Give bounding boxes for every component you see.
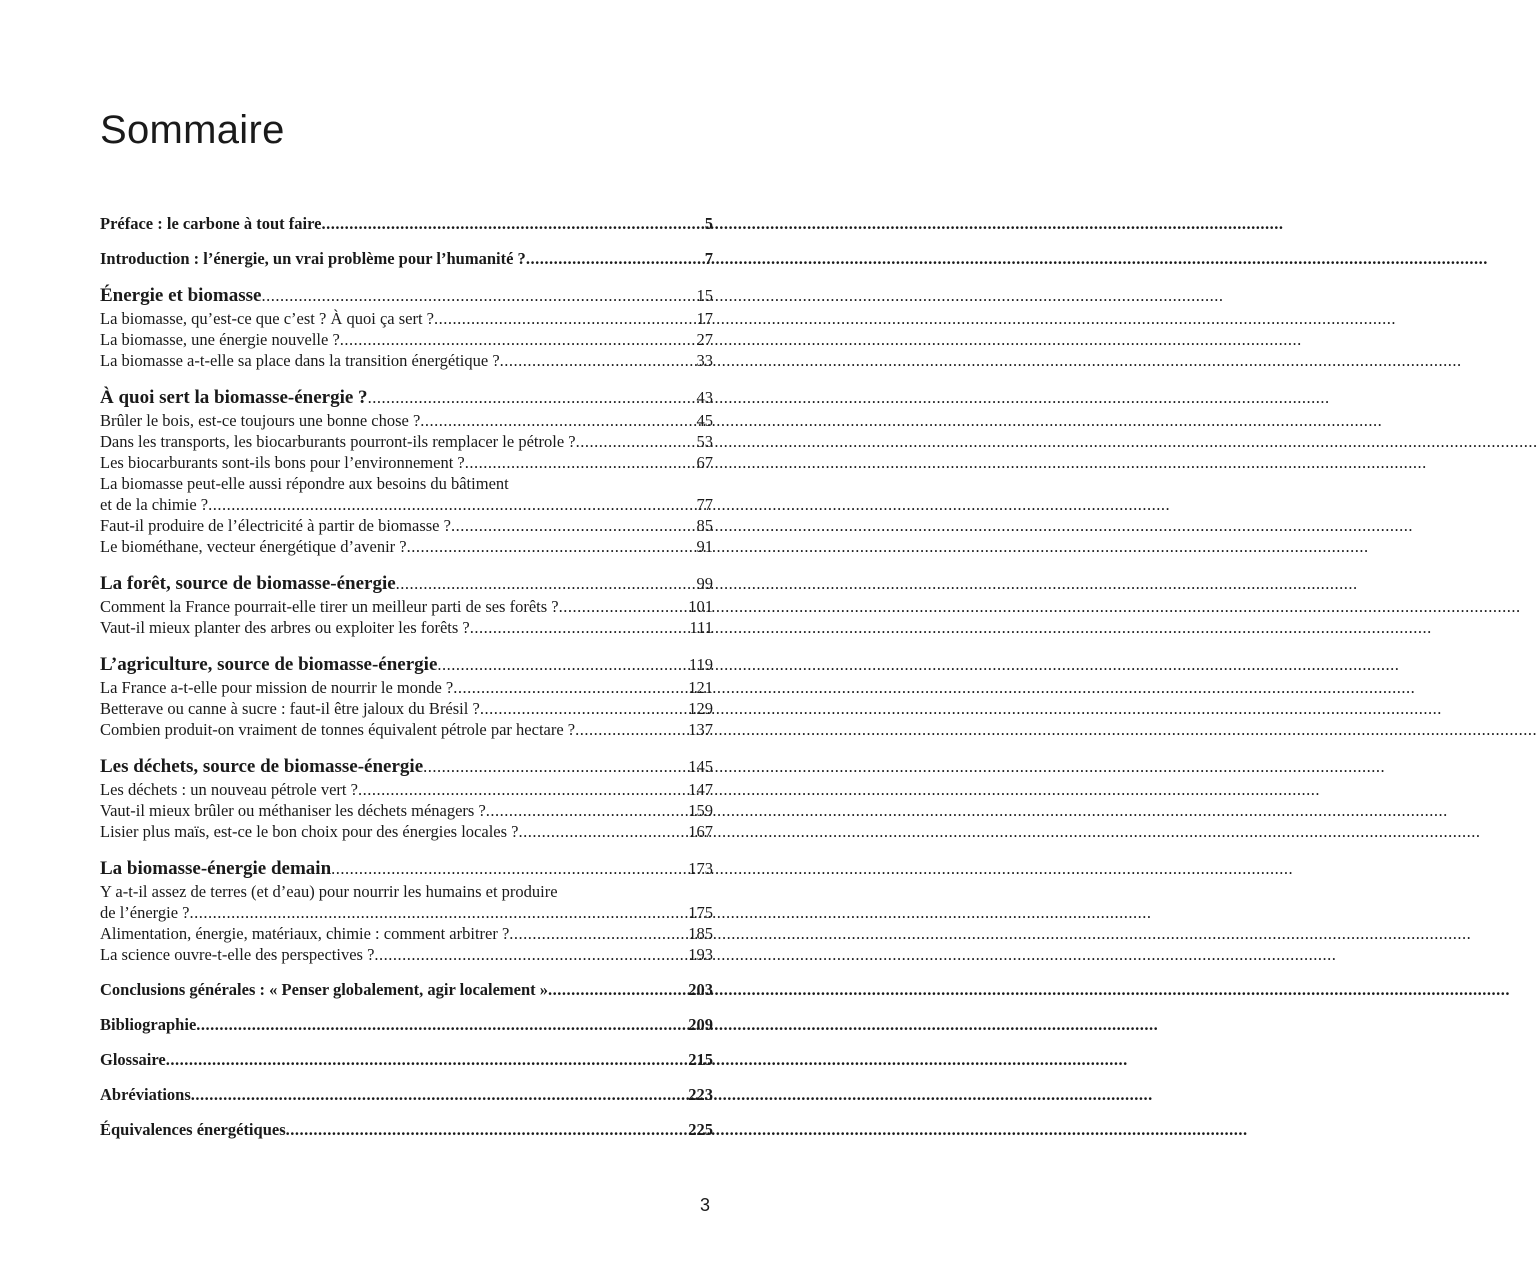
toc-page-number: 53 (696, 432, 713, 451)
table-of-contents (100, 213, 713, 1140)
toc-item[interactable] (100, 779, 713, 800)
toc-page-number: 225 (688, 1120, 713, 1139)
toc-item-label: La France a-t-elle pour mission de nourrir le monde ? (100, 678, 454, 697)
leader-dots (407, 536, 697, 557)
page-title: Sommaire (100, 108, 285, 152)
toc-item[interactable] (100, 308, 713, 329)
toc-page-number: 7 (704, 249, 713, 268)
leader-dots (423, 755, 688, 779)
toc-page-number: 173 (688, 859, 713, 878)
toc-section-energie-biomasse[interactable] (100, 284, 713, 308)
toc-section-demain[interactable] (100, 857, 713, 881)
toc-entry-label: Introduction : l’énergie, un vrai problème pour l’humanité ? (100, 249, 526, 268)
toc-entry-preface[interactable] (100, 213, 713, 234)
toc-entry-label: Glossaire (100, 1050, 166, 1069)
toc-item-label: Les biocarburants sont-ils bons pour l’environnement ? (100, 453, 465, 472)
toc-section-label: La forêt, source de biomasse-énergie (100, 573, 396, 594)
leader-dots (321, 213, 704, 234)
toc-item-label: Dans les transports, les biocarburants pourront-ils remplacer le pétrole ? (100, 432, 576, 451)
toc-item-line-1[interactable]: Y a-t-il assez de terres (et d’eau) pour nourrir les humains et produire (100, 882, 558, 901)
leader-dots (358, 779, 688, 800)
toc-page-number: 17 (696, 309, 713, 328)
toc-page-number: 99 (696, 574, 713, 593)
toc-item-label: La biomasse, une énergie nouvelle ? (100, 330, 340, 349)
toc-page-number: 129 (688, 699, 713, 718)
toc-entry-bibliographie[interactable] (100, 1014, 713, 1035)
toc-section-label: À quoi sert la biomasse-énergie ? (100, 387, 368, 408)
toc-item-label: Brûler le bois, est-ce toujours une bonne chose ? (100, 411, 421, 430)
toc-item-label: Alimentation, énergie, matériaux, chimie : comment arbitrer ? (100, 924, 510, 943)
leader-dots (465, 452, 697, 473)
toc-section-label: L’agriculture, source de biomasse-énergie (100, 654, 438, 675)
toc-item[interactable] (100, 617, 713, 638)
toc-entry-abreviations[interactable] (100, 1084, 713, 1105)
toc-page-number: 77 (696, 495, 713, 514)
toc-entry-conclusions[interactable] (100, 979, 713, 1000)
toc-item[interactable] (100, 719, 713, 740)
toc-page-number: 67 (696, 453, 713, 472)
toc-entry-label: Conclusions générales : « Penser globalement, agir localement » (100, 980, 549, 999)
toc-item-label: Vaut-il mieux brûler ou méthaniser les déchets ménagers ? (100, 801, 486, 820)
toc-item[interactable] (100, 698, 713, 719)
toc-section-label: Énergie et biomasse (100, 285, 262, 306)
toc-page-number: 111 (689, 618, 713, 637)
toc-item-label: Betterave ou canne à sucre : faut-il être jaloux du Brésil ? (100, 699, 480, 718)
toc-item[interactable] (100, 410, 713, 431)
toc-page-number: 91 (696, 537, 713, 556)
toc-item-label: La biomasse a-t-elle sa place dans la transition énergétique ? (100, 351, 500, 370)
toc-item-label: Combien produit-on vraiment de tonnes équivalent pétrole par hectare ? (100, 720, 576, 739)
toc-section-agriculture[interactable] (100, 653, 713, 677)
toc-item[interactable] (100, 329, 713, 350)
toc-item-label: Vaut-il mieux planter des arbres ou exploiter les forêts ? (100, 618, 470, 637)
toc-page-number: 175 (688, 903, 713, 922)
toc-entry-glossaire[interactable] (100, 1049, 713, 1070)
toc-page-number: 85 (696, 516, 713, 535)
leader-dots (451, 515, 697, 536)
toc-page-number: 147 (688, 780, 713, 799)
toc-entry-label: Bibliographie (100, 1015, 197, 1034)
toc-entry-equivalences[interactable] (100, 1119, 713, 1140)
toc-item-label: La science ouvre-t-elle des perspectives ? (100, 945, 375, 964)
toc-page-number: 101 (688, 597, 713, 616)
leader-dots (486, 800, 688, 821)
toc-item[interactable] (100, 923, 713, 944)
toc-item-label: Comment la France pourrait-elle tirer un meilleur parti de ses forêts ? (100, 597, 559, 616)
leader-dots (500, 350, 697, 371)
leader-dots (526, 248, 705, 269)
toc-page-number: 15 (696, 286, 713, 305)
toc-item-label: Le biométhane, vecteur énergétique d’avenir ? (100, 537, 407, 556)
toc-item-label: Faut-il produire de l’électricité à partir de biomasse ? (100, 516, 451, 535)
toc-item-line-1[interactable]: La biomasse peut-elle aussi répondre aux besoins du bâtiment (100, 474, 509, 493)
toc-page-number: 5 (704, 214, 713, 233)
leader-dots (420, 410, 696, 431)
leader-dots (340, 329, 697, 350)
leader-dots (191, 1084, 689, 1105)
toc-page-number: 193 (688, 945, 713, 964)
toc-item[interactable] (100, 944, 713, 965)
toc-item[interactable] (100, 677, 713, 698)
leader-dots (434, 308, 697, 329)
leader-dots (368, 386, 697, 410)
toc-item-label: et de la chimie ? (100, 495, 209, 514)
toc-item-label: La biomasse, qu’est-ce que c’est ? À quoi ça sert ? (100, 309, 434, 328)
toc-page-number: 137 (688, 720, 713, 739)
toc-page-number: 33 (696, 351, 713, 370)
leader-dots (166, 1049, 689, 1070)
toc-entry-label: Abréviations (100, 1085, 191, 1104)
leader-dots (437, 653, 688, 677)
page-number: 3 (700, 1195, 711, 1215)
toc-item[interactable] (100, 350, 713, 371)
toc-entry-label: Préface : le carbone à tout faire (100, 214, 322, 233)
toc-item[interactable] (100, 902, 713, 923)
toc-item[interactable] (100, 515, 713, 536)
toc-section-a-quoi-sert[interactable] (100, 386, 713, 410)
toc-page-number: 209 (688, 1015, 713, 1034)
toc-item-label: Lisier plus maïs, est-ce le bon choix pour des énergies locales ? (100, 822, 519, 841)
toc-item[interactable] (100, 596, 713, 617)
leader-dots (261, 284, 696, 308)
toc-page-number: 167 (688, 822, 713, 841)
toc-section-label: La biomasse-énergie demain (100, 858, 332, 879)
leader-dots (519, 821, 689, 842)
toc-page-number: 145 (688, 757, 713, 776)
toc-page-number: 203 (688, 980, 713, 999)
leader-dots (548, 979, 688, 1000)
toc-section-dechets[interactable] (100, 755, 713, 779)
leader-dots (559, 596, 689, 617)
toc-item[interactable] (100, 800, 713, 821)
toc-entry-introduction[interactable] (100, 248, 713, 269)
toc-item[interactable] (100, 536, 713, 557)
toc-section-label: Les déchets, source de biomasse-énergie (100, 756, 424, 777)
leader-dots (196, 1014, 688, 1035)
leader-dots (480, 698, 688, 719)
leader-dots (453, 677, 688, 698)
toc-page-number: 45 (696, 411, 713, 430)
toc-item[interactable] (100, 452, 713, 473)
toc-item[interactable] (100, 494, 713, 515)
toc-page-number: 215 (688, 1050, 713, 1069)
toc-page-number: 27 (696, 330, 713, 349)
toc-entry-label: Équivalences énergétiques (100, 1120, 286, 1139)
leader-dots (286, 1119, 689, 1140)
toc-page-number: 223 (688, 1085, 713, 1104)
leader-dots (470, 617, 690, 638)
toc-page-number: 43 (696, 388, 713, 407)
toc-page-number: 119 (688, 655, 713, 674)
leader-dots (189, 902, 688, 923)
toc-page-number: 185 (688, 924, 713, 943)
toc-item-label: Les déchets : un nouveau pétrole vert ? (100, 780, 358, 799)
leader-dots (576, 431, 697, 452)
toc-item-label: de l’énergie ? (100, 903, 190, 922)
leader-dots (208, 494, 696, 515)
leader-dots (396, 572, 697, 596)
toc-section-foret[interactable] (100, 572, 713, 596)
leader-dots (509, 923, 688, 944)
toc-item[interactable] (100, 821, 713, 842)
toc-item[interactable] (100, 431, 713, 452)
toc-page-number: 159 (688, 801, 713, 820)
leader-dots (575, 719, 688, 740)
leader-dots (374, 944, 688, 965)
toc-page-number: 121 (688, 678, 713, 697)
leader-dots (331, 857, 688, 881)
